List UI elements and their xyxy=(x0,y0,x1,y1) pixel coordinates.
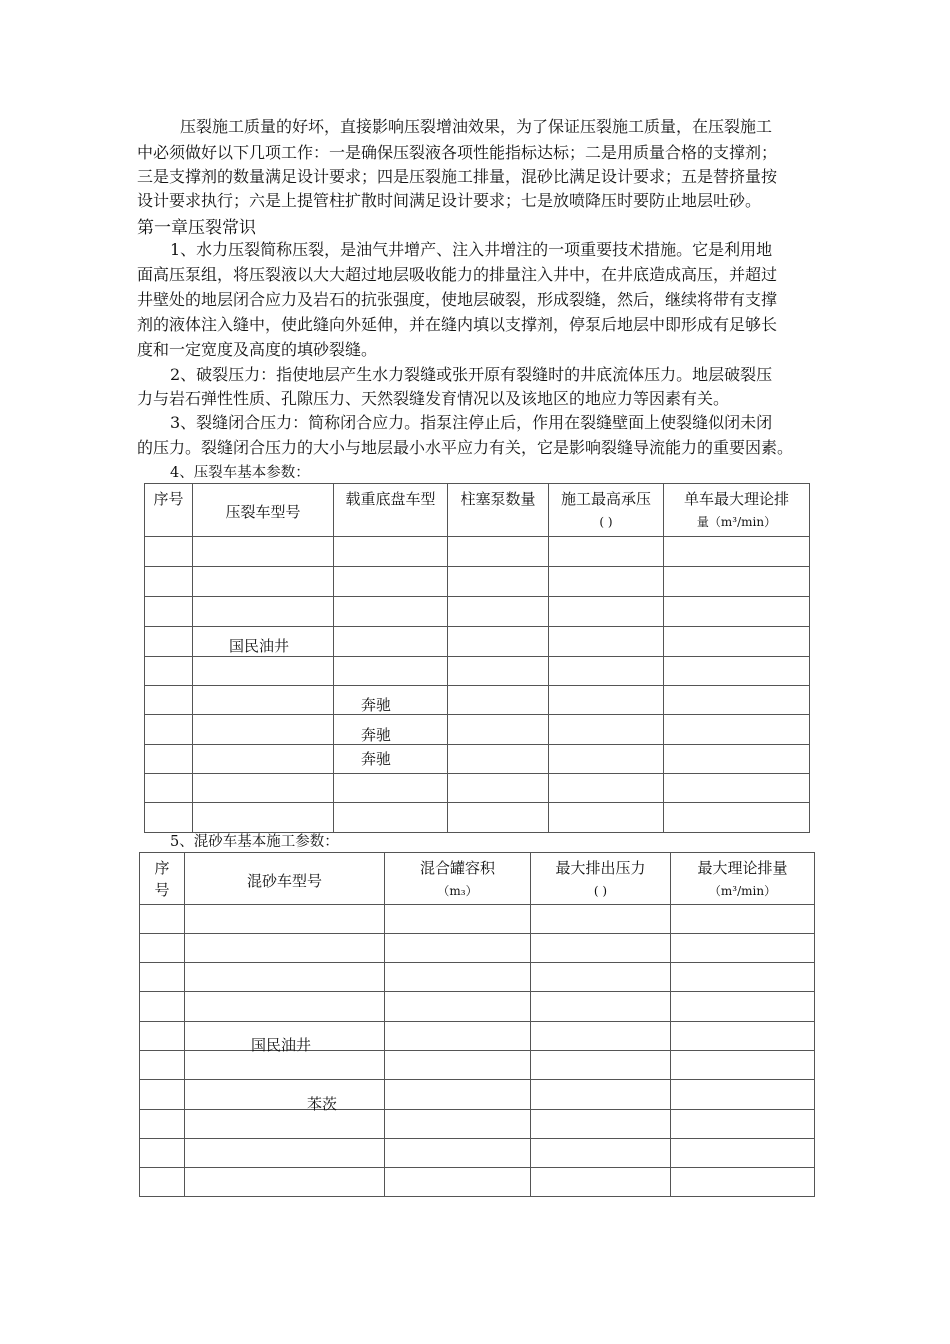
section1-line-5: 度和一定宽度及高度的填砂裂缝。 xyxy=(137,340,378,359)
table2-header-cell: 序 号 xyxy=(140,853,185,905)
table2-note-brand: 苯茨 xyxy=(307,1095,338,1113)
table2-caption: 5、混砂车基本施工参数： xyxy=(170,834,339,850)
table2-header-cell: 最大排出压力 ( ) xyxy=(531,853,671,905)
table-row xyxy=(145,597,810,627)
table2-header-row xyxy=(140,853,815,905)
table-row xyxy=(145,774,810,803)
table-row xyxy=(140,934,815,963)
table1-note-manufacturer: 国民油井 xyxy=(229,637,290,655)
section3-line-1: 3、裂缝闭合压力：简称闭合应力。指泵注停止后，作用在裂缝壁面上使裂缝似闭未闭 xyxy=(170,413,773,432)
table-row xyxy=(140,1080,815,1110)
sand-mixer-table xyxy=(139,852,815,1197)
table-row xyxy=(140,1168,815,1197)
table1-header-row xyxy=(145,484,810,537)
table2-header-cell: 混合罐容积 （m₃） xyxy=(385,853,531,905)
table-row xyxy=(140,1110,815,1139)
table-row xyxy=(145,803,810,833)
table-row xyxy=(145,567,810,597)
table-row xyxy=(145,745,810,774)
table-row xyxy=(145,715,810,745)
section1-line-1: 1、水力压裂简称压裂，是油气井增产、注入井增注的一项重要技术措施。它是利用地 xyxy=(170,240,773,259)
table1-note-chassis: 奔驰 xyxy=(361,750,392,768)
table1-note-chassis: 奔驰 xyxy=(361,696,392,714)
table2-header-cell: 混砂车型号 xyxy=(185,853,385,905)
intro-line-1: 压裂施工质量的好坏，直接影响压裂增油效果，为了保证压裂施工质量，在压裂施工 xyxy=(180,117,773,136)
intro-line-3: 三是支撑剂的数量满足设计要求；四是压裂施工排量，混砂比满足设计要求；五是替挤量按 xyxy=(137,167,778,186)
table1-header-cell: 压裂车型号 xyxy=(193,484,334,537)
table-row xyxy=(145,537,810,567)
section1-line-3: 井壁处的地层闭合应力及岩石的抗张强度，使地层破裂，形成裂缝，然后，继续将带有支撑 xyxy=(137,290,778,309)
table-row xyxy=(140,963,815,992)
table2-note-manufacturer: 国民油井 xyxy=(251,1036,312,1054)
section3-line-2: 的压力。裂缝闭合压力的大小与地层最小水平应力有关，它是影响裂缝导流能力的重要因素。 xyxy=(137,438,794,457)
table1-header-cell: 柱塞泵数量 xyxy=(448,484,549,537)
table2-header-cell: 最大理论排量 （m³/min） xyxy=(671,853,815,905)
section1-line-4: 剂的液体注入缝中，使此缝向外延伸，并在缝内填以支撑剂，停泵后地层中即形成有足够长 xyxy=(137,315,778,334)
section1-line-2: 面高压泵组，将压裂液以大大超过地层吸收能力的排量注入井中，在井底造成高压，并超过 xyxy=(137,265,778,284)
intro-line-4: 设计要求执行；六是上提管柱扩散时间满足设计要求；七是放喷降压时要防止地层吐砂。 xyxy=(137,191,762,210)
table-row xyxy=(145,686,810,715)
table-row xyxy=(140,992,815,1022)
table1-header-cell: 施工最高承压 ( ) xyxy=(549,484,664,537)
table1-header-cell: 载重底盘车型 xyxy=(334,484,448,537)
fracturing-truck-table xyxy=(144,483,810,833)
table-row xyxy=(140,1139,815,1168)
table1-header-cell: 单车最大理论排 量（m³/min） xyxy=(664,484,810,537)
section2-line-1: 2、破裂压力：指使地层产生水力裂缝或张开原有裂缝时的井底流体压力。地层破裂压 xyxy=(170,365,773,384)
table1-header-cell: 序号 xyxy=(145,484,193,537)
intro-line-2: 中必须做好以下几项工作：一是确保压裂液各项性能指标达标；二是用质量合格的支撑剂； xyxy=(137,143,778,162)
table-row xyxy=(140,1022,815,1051)
table-row xyxy=(145,657,810,686)
chapter-title: 第一章压裂常识 xyxy=(137,218,256,238)
table-row xyxy=(140,905,815,934)
section2-line-2: 力与岩石弹性性质、孔隙压力、天然裂缝发育情况以及该地区的地应力等因素有关。 xyxy=(137,389,730,408)
table-row xyxy=(140,1051,815,1080)
table1-caption: 4、压裂车基本参数： xyxy=(170,465,310,481)
table1-note-chassis: 奔驰 xyxy=(361,726,392,744)
